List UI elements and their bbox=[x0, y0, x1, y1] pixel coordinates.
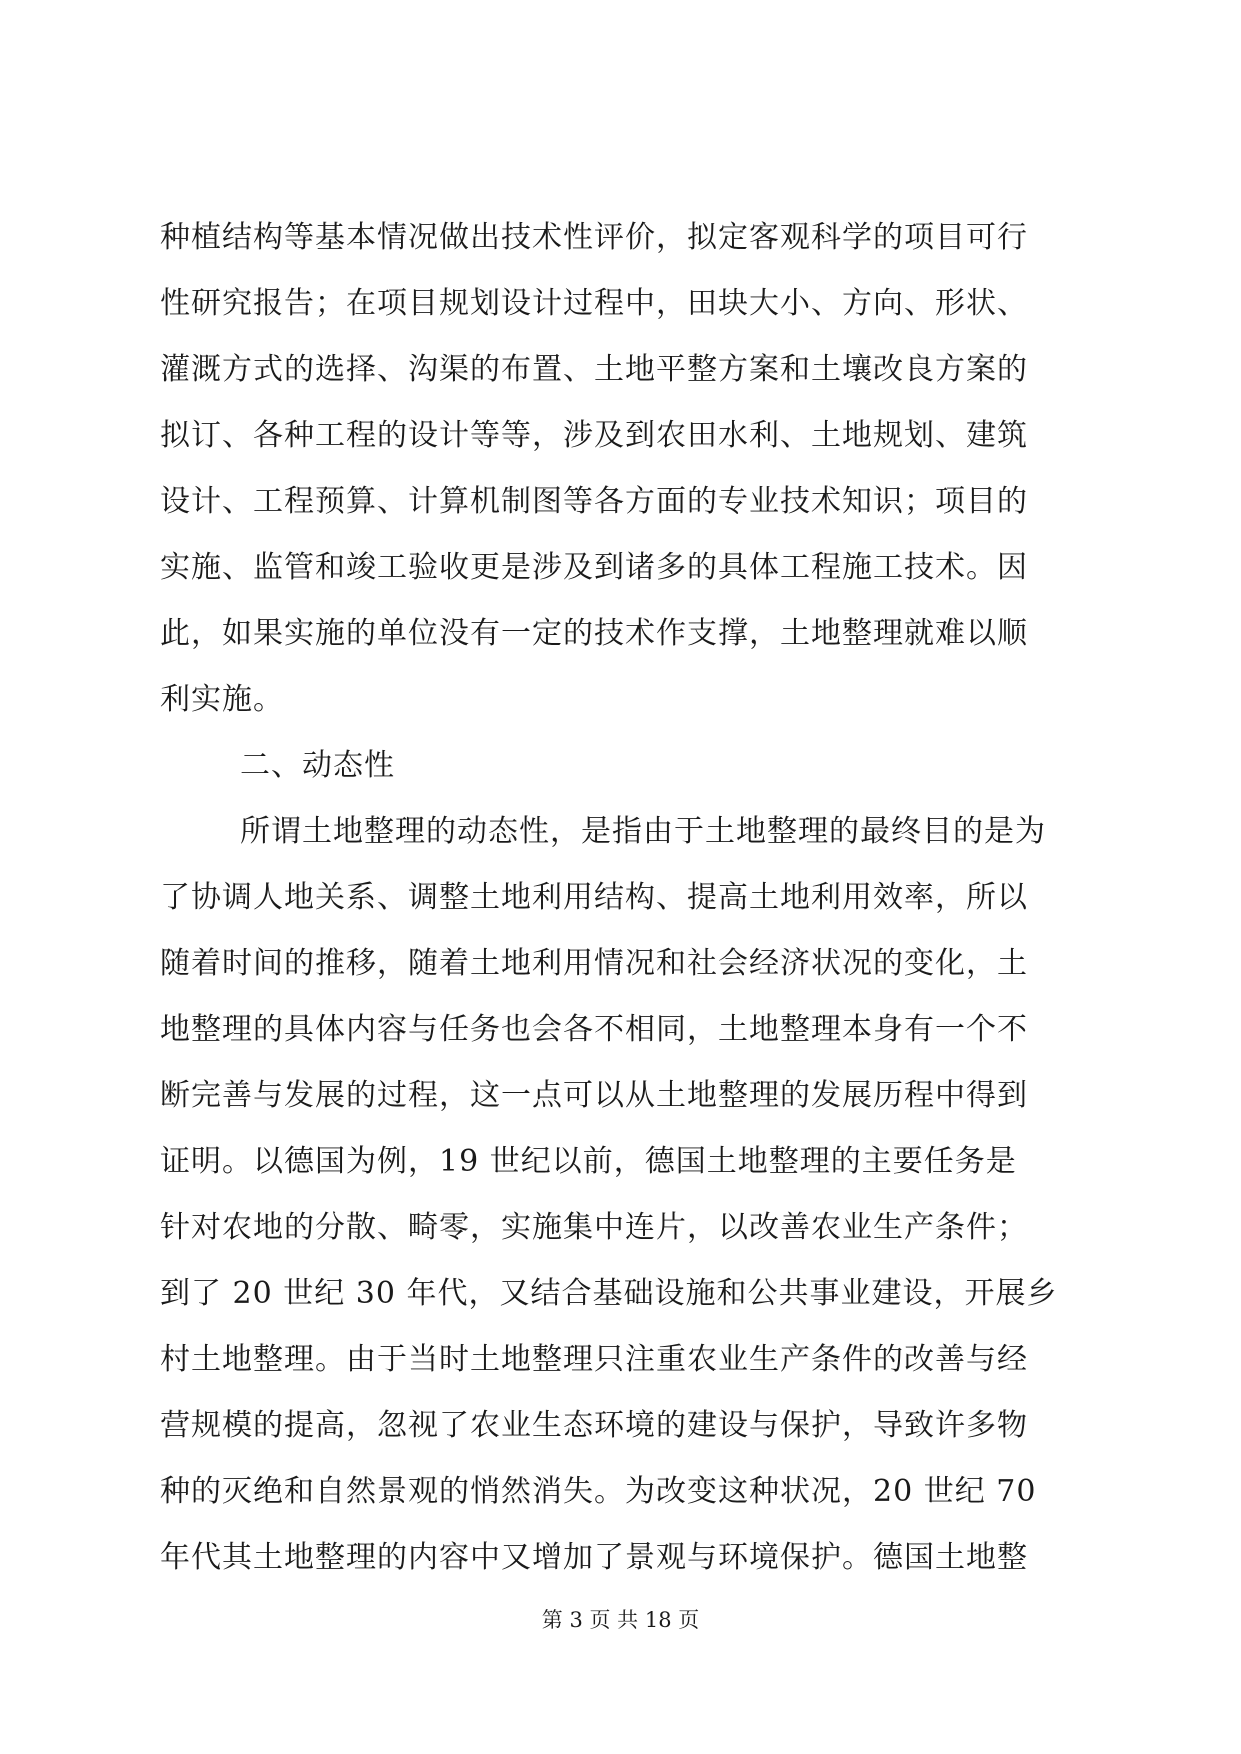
text-line-19: 营规模的提高，忽视了农业生态环境的建设与保护，导致许多物 bbox=[160, 1408, 1028, 1443]
text-line-5: 设计、工程预算、计算机制图等各方面的专业技术知识；项目的 bbox=[160, 484, 1028, 519]
page-number-label: 第 3 页 共 18 页 bbox=[541, 1608, 700, 1632]
text-line-14: 断完善与发展的过程，这一点可以从土地整理的发展历程中得到 bbox=[160, 1078, 1028, 1113]
text-line-13: 地整理的具体内容与任务也会各不相同，土地整理本身有一个不 bbox=[160, 1012, 1028, 1047]
text-line-4: 拟订、各种工程的设计等等，涉及到农田水利、土地规划、建筑 bbox=[160, 418, 1028, 453]
text-line-17: 到了 20 世纪 30 年代，又结合基础设施和公共事业建设，开展乡 bbox=[160, 1276, 1058, 1311]
text-line-3: 灌溉方式的选择、沟渠的布置、土地平整方案和土壤改良方案的 bbox=[160, 352, 1028, 387]
page-footer bbox=[0, 1604, 1241, 1634]
text-line-11: 了协调人地关系、调整土地利用结构、提高土地利用效率，所以 bbox=[160, 880, 1028, 915]
text-line-7: 此，如果实施的单位没有一定的技术作支撑，土地整理就难以顺 bbox=[160, 616, 1028, 651]
text-line-8: 利实施。 bbox=[160, 682, 284, 717]
section-heading: 二、动态性 bbox=[240, 748, 395, 783]
text-line-18: 村土地整理。由于当时土地整理只注重农业生产条件的改善与经 bbox=[160, 1342, 1028, 1377]
document-body bbox=[160, 205, 1090, 1591]
text-line-2: 性研究报告；在项目规划设计过程中，田块大小、方向、形状、 bbox=[160, 286, 1028, 321]
text-line-1: 种植结构等基本情况做出技术性评价，拟定客观科学的项目可行 bbox=[160, 220, 1028, 255]
text-line-15: 证明。以德国为例，19 世纪以前，德国土地整理的主要任务是 bbox=[160, 1144, 1017, 1179]
text-line-16: 针对农地的分散、畸零，实施集中连片，以改善农业生产条件； bbox=[160, 1210, 1028, 1245]
text-line-6: 实施、监管和竣工验收更是涉及到诸多的具体工程施工技术。因 bbox=[160, 550, 1028, 585]
paragraph-start-line: 所谓土地整理的动态性，是指由于土地整理的最终目的是为 bbox=[240, 814, 1046, 849]
text-line-21: 年代其土地整理的内容中又增加了景观与环境保护。德国土地整 bbox=[160, 1540, 1028, 1575]
text-line-20: 种的灭绝和自然景观的悄然消失。为改变这种状况，20 世纪 70 bbox=[160, 1474, 1037, 1509]
text-line-12: 随着时间的推移，随着土地利用情况和社会经济状况的变化，土 bbox=[160, 946, 1028, 981]
